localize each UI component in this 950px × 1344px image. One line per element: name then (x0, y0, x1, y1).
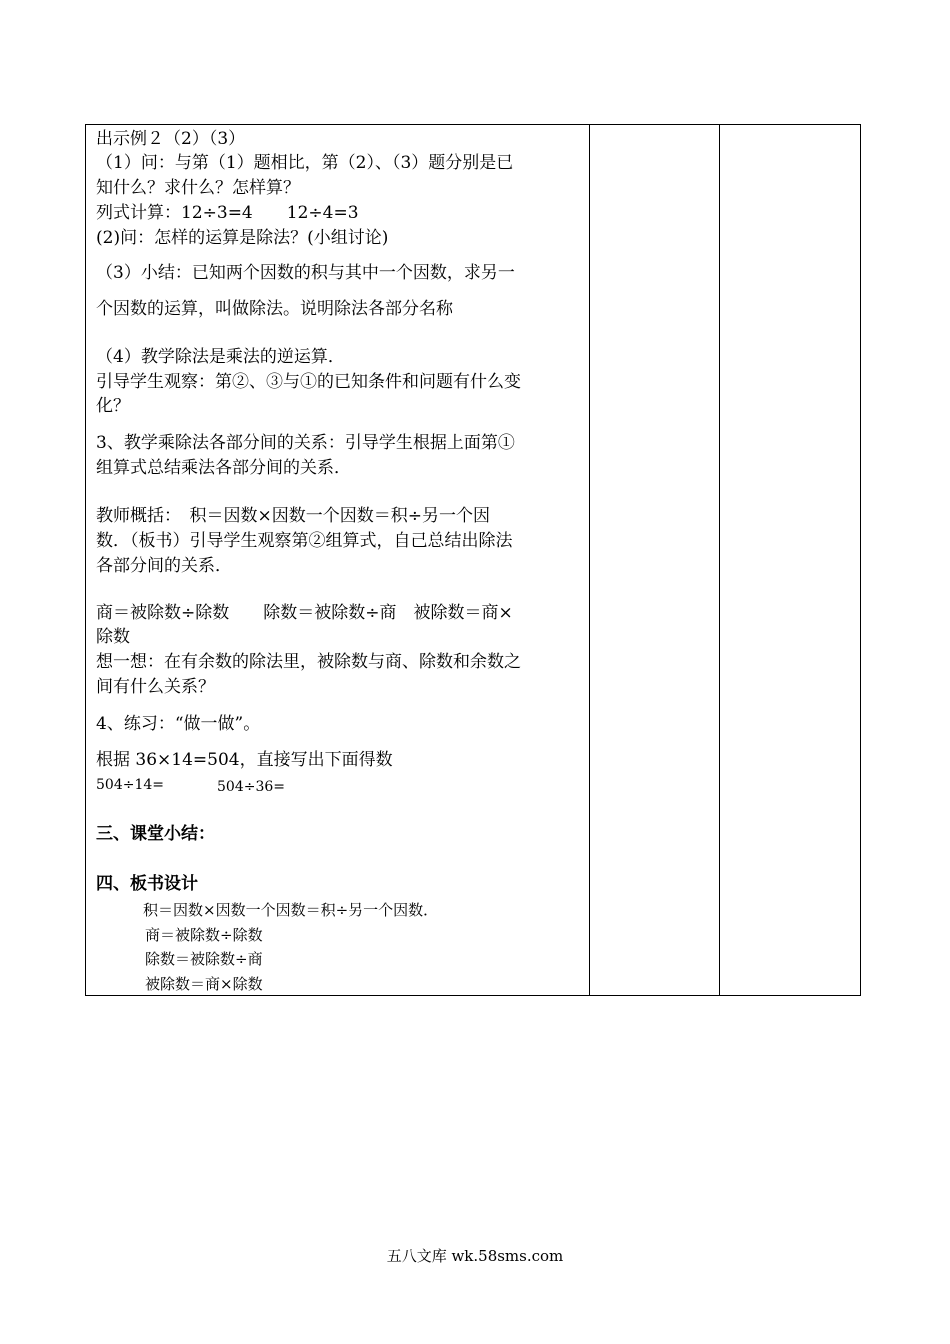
text-line: 知什么？求什么？怎样算？ (96, 178, 300, 198)
text-line: 组算式总结乘法各部分间的关系． (96, 458, 351, 478)
text-line: （1）问：与第（1）题相比，第（2）、（3）题分别是已 (96, 153, 514, 173)
section-heading: 三、课堂小结： (96, 824, 215, 844)
text-line: 间有什么关系？ (96, 677, 215, 697)
text-line: (2)问：怎样的运算是除法？(小组讨论) (96, 228, 389, 248)
board-line: 积＝因数×因数一个因数＝积÷另一个因数． (143, 901, 439, 919)
notes-cell (590, 125, 720, 995)
text-line: （4）教学除法是乘法的逆运算． (96, 347, 345, 367)
text-line: 列式计算：12÷3=4 12÷4=3 (96, 203, 359, 223)
text-line: （3）小结：已知两个因数的积与其中一个因数，求另一 (96, 263, 515, 283)
text-line: 各部分间的关系． (96, 556, 232, 576)
lesson-table (85, 124, 861, 996)
text-line: 除数 (96, 627, 130, 647)
board-line: 除数＝被除数÷商 (145, 950, 263, 968)
board-line: 被除数＝商×除数 (145, 975, 263, 993)
text-line: 出示例２（2）（3） (96, 129, 246, 149)
text-line: 教师概括： 积＝因数×因数一个因数＝积÷另一个因 (96, 506, 490, 526)
text-line: 个因数的运算，叫做除法。说明除法各部分名称 (96, 299, 453, 319)
text-line: 数．（板书）引导学生观察第②组算式，自己总结出除法 (96, 531, 513, 551)
board-line: 商＝被除数÷除数 (145, 926, 263, 944)
remarks-cell (720, 125, 860, 995)
lesson-content-cell (86, 125, 590, 995)
text-line: 商＝被除数÷除数 除数＝被除数÷商 被除数＝商× (96, 603, 513, 623)
text-line: 引导学生观察：第②、③与①的已知条件和问题有什么变 (96, 372, 521, 392)
page-footer: 五八文库 wk.58sms.com (386, 1247, 564, 1265)
text-line: 3、教学乘除法各部分间的关系：引导学生根据上面第① (96, 433, 515, 453)
text-line: 化？ (96, 396, 130, 416)
text-line: 根据 36×14=504，直接写出下面得数 (96, 750, 393, 770)
exercise-2: 504÷36= (217, 779, 285, 795)
text-line: 想一想：在有余数的除法里，被除数与商、除数和余数之 (96, 652, 521, 672)
section-heading: 四、板书设计 (96, 874, 198, 894)
exercise-1: 504÷14= (96, 777, 164, 793)
text-line: 4、练习：“做一做”。 (96, 714, 261, 734)
